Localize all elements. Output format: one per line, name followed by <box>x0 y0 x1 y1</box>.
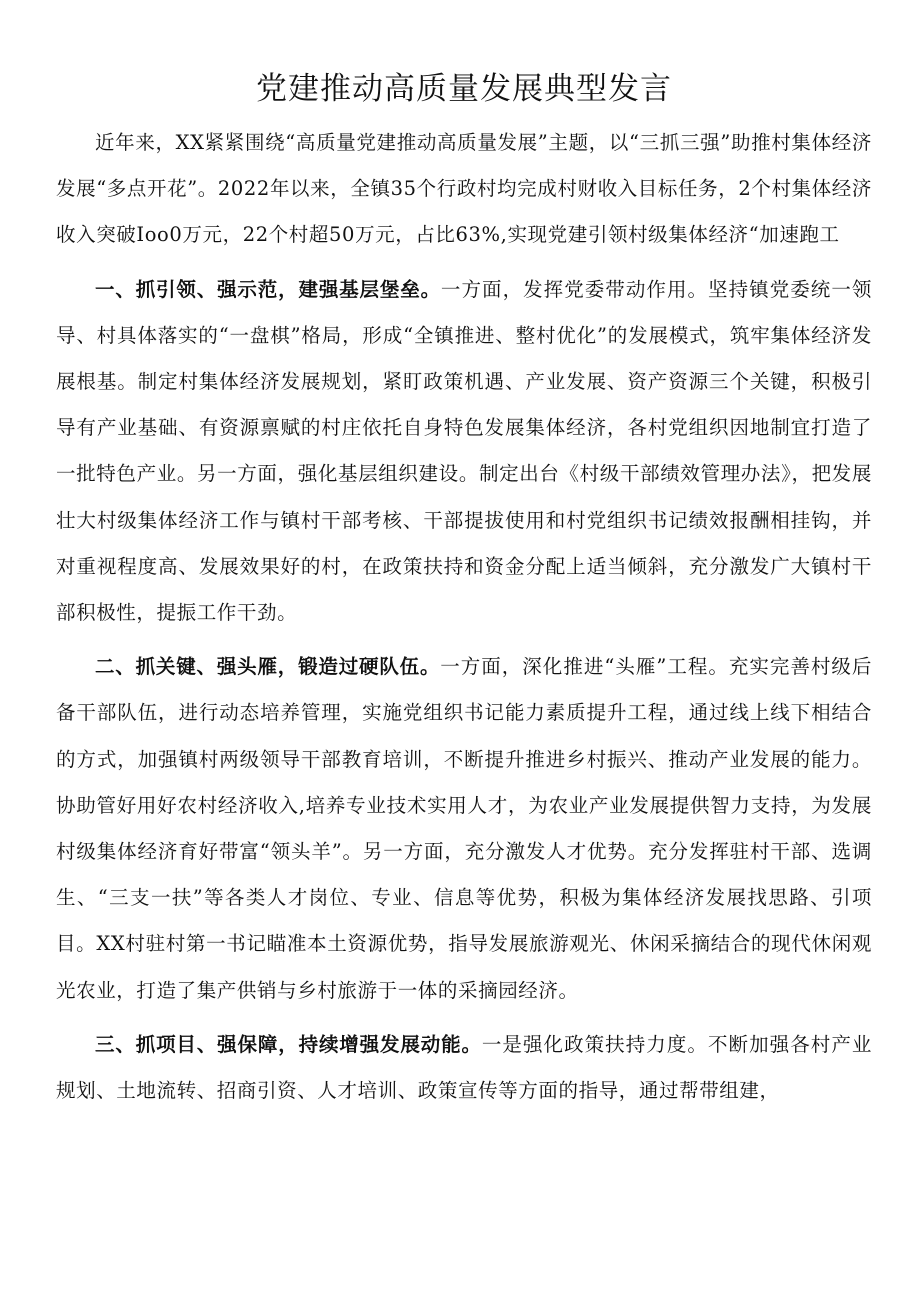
section-1-heading: 一、抓引领、强示范，建强基层堡垒。 <box>95 277 441 301</box>
section-1-body: 一方面，发挥党委带动作用。坚持镇党委统一领导、村具体落实的“一盘棋”格局，形成“全镇推进、整村优化”的发展模式，筑牢集体经济发展根基。制定村集体经济发展规划，紧盯政策机遇、产业发展、资产资源三个关键，积极引导有产业基础、有资源禀赋的村庄依托自身特色发展集体经济，各村党组织因地制宜打造了一批特色产业。另一方面，强化基层组织建设。制定出台《村级干部绩效管理办法》，把发展壮大村级集体经济工作与镇村干部考核、干部提拔使用和村党组织书记绩效报酬相挂钩，并对重视程度高、发展效果好的村，在政策扶持和资金分配上适当倾斜，充分激发广大镇村干部积极性，提振工作干劲。 <box>56 277 872 625</box>
section-2-paragraph <box>56 644 872 1014</box>
section-3-paragraph <box>56 1022 872 1114</box>
intro-paragraph: 近年来，XX紧紧围绕“高质量党建推动高质量发展”主题，以“三抓三强”助推村集体经济发展“多点开花”。2022年以来，全镇35个行政村均完成村财收入目标任务，2个村集体经济收入突破Ioo0万元，22个村超50万元，占比63%,实现党建引领村级集体经济“加速跑工 <box>56 131 872 247</box>
section-3-heading: 三、抓项目、强保障，持续增强发展动能。 <box>95 1032 482 1056</box>
section-2-body: 一方面，深化推进“头雁”工程。充实完善村级后备干部队伍，进行动态培养管理，实施党组织书记能力素质提升工程，通过线上线下相结合的方式，加强镇村两级领导干部教育培训，不断提升推进乡村振兴、推动产业发展的能力。协助管好用好农村经济收入,培养专业技术实用人才，为农业产业发展提供智力支持，为发展村级集体经济育好带富“领头羊”。另一方面，充分激发人才优势。充分发挥驻村干部、选调生、“三支一扶”等各类人才岗位、专业、信息等优势，积极为集体经济发展找思路、引项目。XX村驻村第一书记瞄准本土资源优势，指导发展旅游观光、休闲采摘结合的现代休闲观光农业，打造了集产供销与乡村旅游于一体的采摘园经济。 <box>56 655 872 1002</box>
section-3-body: 一是强化政策扶持力度。不断加强各村产业规划、土地流转、招商引资、人才培训、政策宣传等方面的指导，通过帮带组建， <box>56 1032 872 1103</box>
section-1-paragraph <box>56 267 872 637</box>
document-title: 党建推动高质量发展典型发言 <box>256 71 672 107</box>
section-2-heading: 二、抓关键、强头雁，锻造过硬队伍。 <box>95 655 441 679</box>
